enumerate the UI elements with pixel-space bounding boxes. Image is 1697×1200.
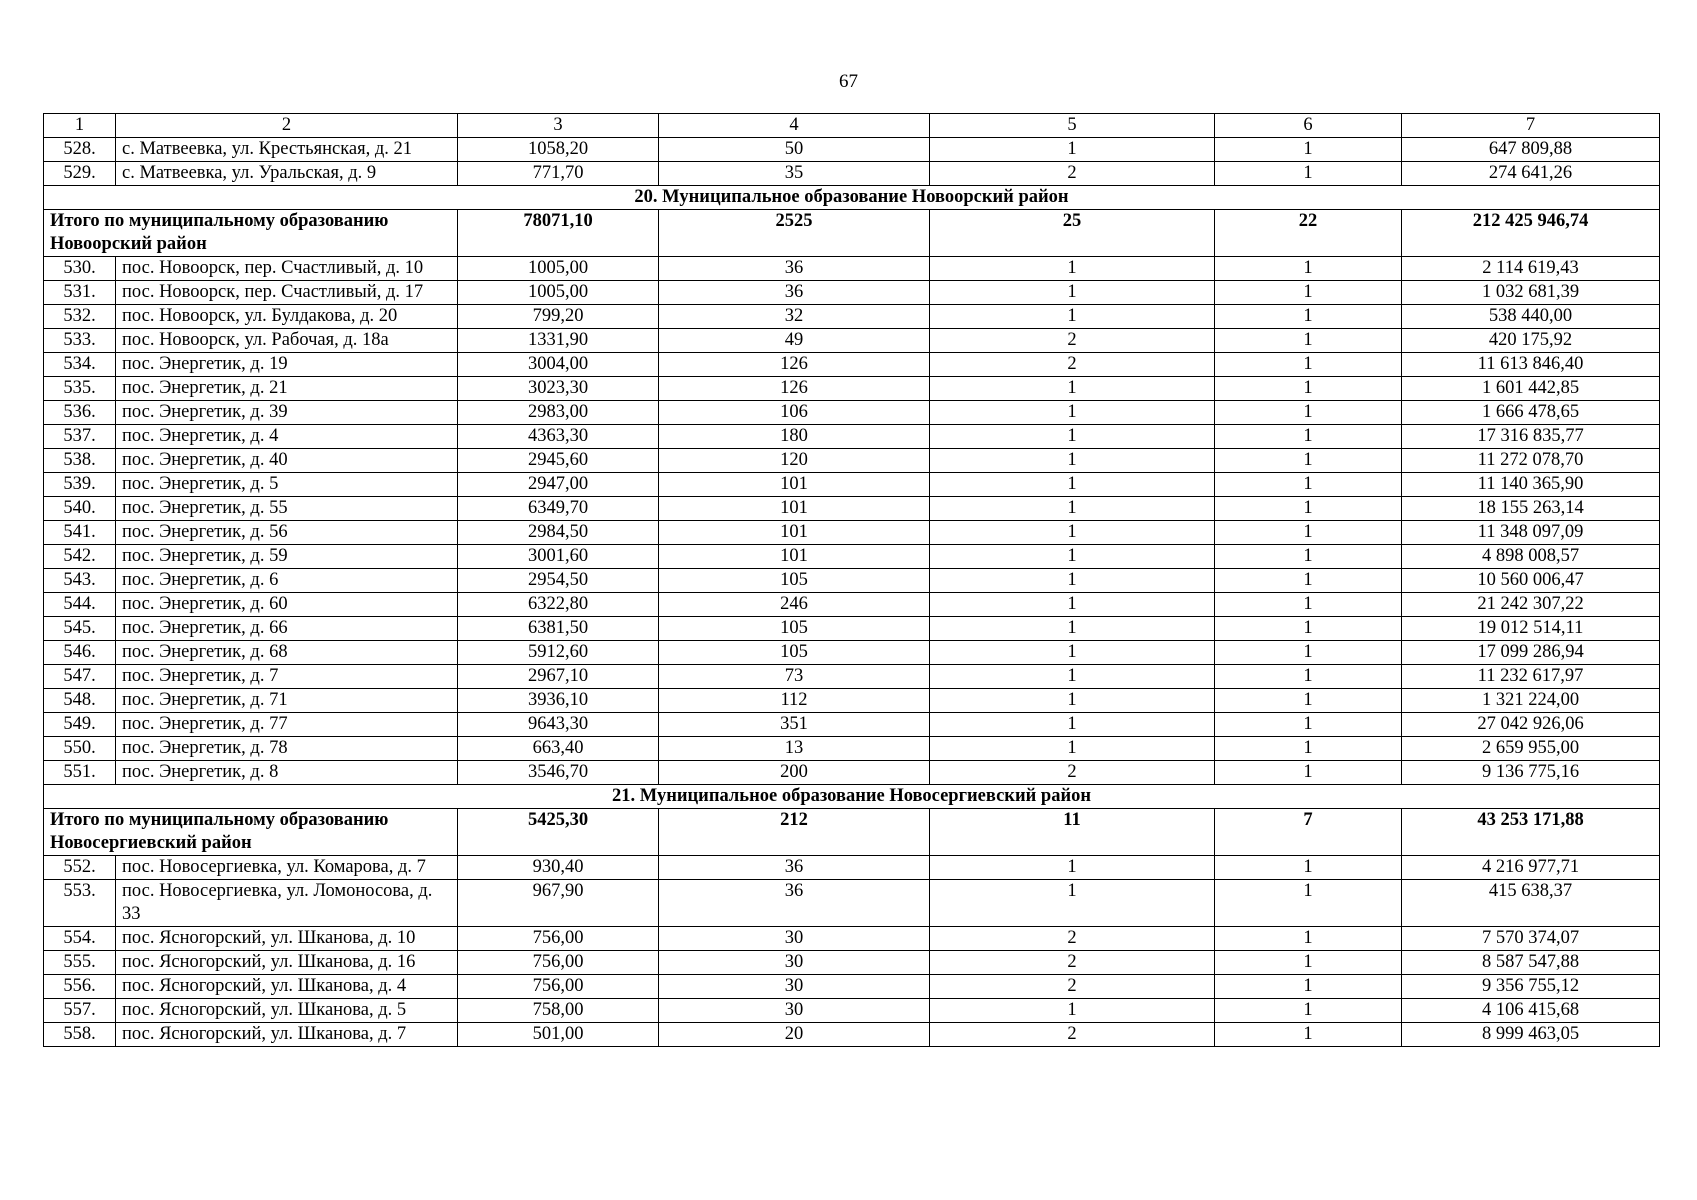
table-row xyxy=(44,927,1660,951)
address-cell: пос. Энергетик, д. 19 xyxy=(116,353,458,377)
table-row xyxy=(44,856,1660,880)
row-number: 529. xyxy=(44,162,116,186)
row-number: 542. xyxy=(44,545,116,569)
cost-cell: 11 613 846,40 xyxy=(1402,353,1660,377)
cost-cell: 8 587 547,88 xyxy=(1402,951,1660,975)
row-number: 555. xyxy=(44,951,116,975)
area-cell: 3936,10 xyxy=(458,689,659,713)
col6-cell: 1 xyxy=(1215,497,1402,521)
row-number: 551. xyxy=(44,761,116,785)
row-number: 547. xyxy=(44,665,116,689)
row-number: 537. xyxy=(44,425,116,449)
residents-cell: 351 xyxy=(659,713,930,737)
section-title: 21. Муниципальное образование Новосергиевский район xyxy=(44,785,1660,809)
col5-cell: 1 xyxy=(930,425,1215,449)
col6-cell: 1 xyxy=(1215,545,1402,569)
table-row xyxy=(44,569,1660,593)
residents-cell: 180 xyxy=(659,425,930,449)
address-cell: с. Матвеевка, ул. Уральская, д. 9 xyxy=(116,162,458,186)
col5-cell: 1 xyxy=(930,617,1215,641)
residents-cell: 73 xyxy=(659,665,930,689)
residents-cell: 105 xyxy=(659,617,930,641)
residents-cell: 30 xyxy=(659,975,930,999)
row-number: 530. xyxy=(44,257,116,281)
table-row xyxy=(44,665,1660,689)
area-cell: 663,40 xyxy=(458,737,659,761)
housing-table xyxy=(43,113,1660,1047)
col6-cell: 1 xyxy=(1215,689,1402,713)
area-cell: 6349,70 xyxy=(458,497,659,521)
address-cell: пос. Энергетик, д. 71 xyxy=(116,689,458,713)
header-cell: 2 xyxy=(116,114,458,138)
col6-cell: 1 xyxy=(1215,617,1402,641)
table-row xyxy=(44,425,1660,449)
header-cell: 3 xyxy=(458,114,659,138)
col5-cell: 1 xyxy=(930,689,1215,713)
row-number: 532. xyxy=(44,305,116,329)
area-cell: 9643,30 xyxy=(458,713,659,737)
table-row xyxy=(44,401,1660,425)
cost-cell: 1 321 224,00 xyxy=(1402,689,1660,713)
cost-cell: 1 666 478,65 xyxy=(1402,401,1660,425)
area-cell: 1331,90 xyxy=(458,329,659,353)
col6-cell: 1 xyxy=(1215,927,1402,951)
cost-cell: 11 232 617,97 xyxy=(1402,665,1660,689)
residents-cell: 120 xyxy=(659,449,930,473)
col5-cell: 1 xyxy=(930,377,1215,401)
cost-cell: 420 175,92 xyxy=(1402,329,1660,353)
cost-cell: 11 140 365,90 xyxy=(1402,473,1660,497)
address-cell: пос. Энергетик, д. 56 xyxy=(116,521,458,545)
residents-cell: 101 xyxy=(659,545,930,569)
address-cell: пос. Энергетик, д. 59 xyxy=(116,545,458,569)
residents-cell: 101 xyxy=(659,497,930,521)
row-number: 548. xyxy=(44,689,116,713)
total-row xyxy=(44,210,1660,257)
col5-cell: 2 xyxy=(930,951,1215,975)
table-row xyxy=(44,737,1660,761)
col5-cell: 2 xyxy=(930,975,1215,999)
total-col6: 7 xyxy=(1215,809,1402,856)
cost-cell: 17 316 835,77 xyxy=(1402,425,1660,449)
total-col6: 22 xyxy=(1215,210,1402,257)
residents-cell: 13 xyxy=(659,737,930,761)
address-cell: пос. Энергетик, д. 6 xyxy=(116,569,458,593)
area-cell: 756,00 xyxy=(458,975,659,999)
col5-cell: 1 xyxy=(930,521,1215,545)
area-cell: 5912,60 xyxy=(458,641,659,665)
area-cell: 2947,00 xyxy=(458,473,659,497)
total-label: Итого по муниципальному образованию Новосергиевский район xyxy=(44,809,458,856)
col6-cell: 1 xyxy=(1215,641,1402,665)
residents-cell: 20 xyxy=(659,1023,930,1047)
table-row xyxy=(44,593,1660,617)
cost-cell: 7 570 374,07 xyxy=(1402,927,1660,951)
col5-cell: 1 xyxy=(930,569,1215,593)
row-number: 535. xyxy=(44,377,116,401)
area-cell: 1005,00 xyxy=(458,281,659,305)
cost-cell: 9 136 775,16 xyxy=(1402,761,1660,785)
address-cell: пос. Энергетик, д. 55 xyxy=(116,497,458,521)
address-cell: пос. Новоорск, ул. Рабочая, д. 18а xyxy=(116,329,458,353)
total-area: 5425,30 xyxy=(458,809,659,856)
row-number: 557. xyxy=(44,999,116,1023)
area-cell: 4363,30 xyxy=(458,425,659,449)
table-row xyxy=(44,880,1660,927)
col5-cell: 1 xyxy=(930,449,1215,473)
cost-cell: 11 272 078,70 xyxy=(1402,449,1660,473)
cost-cell: 19 012 514,11 xyxy=(1402,617,1660,641)
page-number: 67 xyxy=(839,71,858,92)
row-number: 528. xyxy=(44,138,116,162)
address-cell: пос. Новоорск, ул. Булдакова, д. 20 xyxy=(116,305,458,329)
address-cell: пос. Энергетик, д. 40 xyxy=(116,449,458,473)
cost-cell: 2 659 955,00 xyxy=(1402,737,1660,761)
cost-cell: 9 356 755,12 xyxy=(1402,975,1660,999)
total-cost: 212 425 946,74 xyxy=(1402,210,1660,257)
cost-cell: 21 242 307,22 xyxy=(1402,593,1660,617)
col6-cell: 1 xyxy=(1215,305,1402,329)
col5-cell: 1 xyxy=(930,880,1215,927)
col5-cell: 1 xyxy=(930,593,1215,617)
cost-cell: 18 155 263,14 xyxy=(1402,497,1660,521)
total-residents: 2525 xyxy=(659,210,930,257)
residents-cell: 105 xyxy=(659,641,930,665)
table-row xyxy=(44,473,1660,497)
col5-cell: 2 xyxy=(930,761,1215,785)
area-cell: 2967,10 xyxy=(458,665,659,689)
total-col5: 11 xyxy=(930,809,1215,856)
area-cell: 1058,20 xyxy=(458,138,659,162)
address-cell: пос. Ясногорский, ул. Шканова, д. 10 xyxy=(116,927,458,951)
col5-cell: 2 xyxy=(930,353,1215,377)
area-cell: 501,00 xyxy=(458,1023,659,1047)
cost-cell: 274 641,26 xyxy=(1402,162,1660,186)
section-title: 20. Муниципальное образование Новоорский район xyxy=(44,186,1660,210)
col6-cell: 1 xyxy=(1215,329,1402,353)
residents-cell: 36 xyxy=(659,856,930,880)
residents-cell: 101 xyxy=(659,521,930,545)
area-cell: 2945,60 xyxy=(458,449,659,473)
residents-cell: 126 xyxy=(659,353,930,377)
row-number: 554. xyxy=(44,927,116,951)
col6-cell: 1 xyxy=(1215,713,1402,737)
residents-cell: 126 xyxy=(659,377,930,401)
address-cell: пос. Энергетик, д. 78 xyxy=(116,737,458,761)
table-row xyxy=(44,497,1660,521)
row-number: 533. xyxy=(44,329,116,353)
address-cell: с. Матвеевка, ул. Крестьянская, д. 21 xyxy=(116,138,458,162)
row-number: 556. xyxy=(44,975,116,999)
col5-cell: 1 xyxy=(930,257,1215,281)
address-cell: пос. Энергетик, д. 68 xyxy=(116,641,458,665)
col5-cell: 1 xyxy=(930,545,1215,569)
address-cell: пос. Энергетик, д. 4 xyxy=(116,425,458,449)
header-cell: 6 xyxy=(1215,114,1402,138)
row-number: 539. xyxy=(44,473,116,497)
col6-cell: 1 xyxy=(1215,1023,1402,1047)
area-cell: 3001,60 xyxy=(458,545,659,569)
col5-cell: 1 xyxy=(930,737,1215,761)
total-col5: 25 xyxy=(930,210,1215,257)
cost-cell: 415 638,37 xyxy=(1402,880,1660,927)
table-row xyxy=(44,162,1660,186)
cost-cell: 4 106 415,68 xyxy=(1402,999,1660,1023)
row-number: 553. xyxy=(44,880,116,927)
residents-cell: 30 xyxy=(659,927,930,951)
area-cell: 3546,70 xyxy=(458,761,659,785)
col6-cell: 1 xyxy=(1215,975,1402,999)
row-number: 538. xyxy=(44,449,116,473)
col6-cell: 1 xyxy=(1215,377,1402,401)
area-cell: 967,90 xyxy=(458,880,659,927)
row-number: 558. xyxy=(44,1023,116,1047)
col5-cell: 1 xyxy=(930,305,1215,329)
address-cell: пос. Ясногорский, ул. Шканова, д. 4 xyxy=(116,975,458,999)
total-residents: 212 xyxy=(659,809,930,856)
header-cell: 5 xyxy=(930,114,1215,138)
cost-cell: 4 216 977,71 xyxy=(1402,856,1660,880)
col6-cell: 1 xyxy=(1215,951,1402,975)
table-row xyxy=(44,999,1660,1023)
area-cell: 1005,00 xyxy=(458,257,659,281)
row-number: 552. xyxy=(44,856,116,880)
col5-cell: 1 xyxy=(930,497,1215,521)
col6-cell: 1 xyxy=(1215,737,1402,761)
address-cell: пос. Энергетик, д. 39 xyxy=(116,401,458,425)
total-row xyxy=(44,809,1660,856)
area-cell: 6322,80 xyxy=(458,593,659,617)
area-cell: 771,70 xyxy=(458,162,659,186)
table-body xyxy=(44,114,1660,1047)
residents-cell: 112 xyxy=(659,689,930,713)
area-cell: 3023,30 xyxy=(458,377,659,401)
header-cell: 7 xyxy=(1402,114,1660,138)
col5-cell: 2 xyxy=(930,162,1215,186)
area-cell: 2983,00 xyxy=(458,401,659,425)
total-area: 78071,10 xyxy=(458,210,659,257)
table-row xyxy=(44,1023,1660,1047)
col6-cell: 1 xyxy=(1215,473,1402,497)
col6-cell: 1 xyxy=(1215,425,1402,449)
table-row xyxy=(44,257,1660,281)
address-cell: пос. Энергетик, д. 5 xyxy=(116,473,458,497)
cost-cell: 4 898 008,57 xyxy=(1402,545,1660,569)
col6-cell: 1 xyxy=(1215,856,1402,880)
cost-cell: 1 601 442,85 xyxy=(1402,377,1660,401)
residents-cell: 32 xyxy=(659,305,930,329)
col6-cell: 1 xyxy=(1215,999,1402,1023)
section-heading-row xyxy=(44,785,1660,809)
table-row xyxy=(44,713,1660,737)
address-cell: пос. Энергетик, д. 8 xyxy=(116,761,458,785)
row-number: 544. xyxy=(44,593,116,617)
residents-cell: 30 xyxy=(659,999,930,1023)
col5-cell: 1 xyxy=(930,856,1215,880)
row-number: 540. xyxy=(44,497,116,521)
col6-cell: 1 xyxy=(1215,761,1402,785)
cost-cell: 10 560 006,47 xyxy=(1402,569,1660,593)
table-row xyxy=(44,521,1660,545)
residents-cell: 105 xyxy=(659,569,930,593)
area-cell: 6381,50 xyxy=(458,617,659,641)
area-cell: 758,00 xyxy=(458,999,659,1023)
col6-cell: 1 xyxy=(1215,665,1402,689)
header-row xyxy=(44,114,1660,138)
area-cell: 3004,00 xyxy=(458,353,659,377)
row-number: 545. xyxy=(44,617,116,641)
row-number: 531. xyxy=(44,281,116,305)
address-cell: пос. Новоорск, пер. Счастливый, д. 17 xyxy=(116,281,458,305)
residents-cell: 106 xyxy=(659,401,930,425)
address-cell: пос. Энергетик, д. 7 xyxy=(116,665,458,689)
residents-cell: 36 xyxy=(659,257,930,281)
col5-cell: 1 xyxy=(930,473,1215,497)
col6-cell: 1 xyxy=(1215,521,1402,545)
row-number: 550. xyxy=(44,737,116,761)
col6-cell: 1 xyxy=(1215,880,1402,927)
residents-cell: 36 xyxy=(659,880,930,927)
table-row xyxy=(44,305,1660,329)
col6-cell: 1 xyxy=(1215,138,1402,162)
row-number: 543. xyxy=(44,569,116,593)
cost-cell: 538 440,00 xyxy=(1402,305,1660,329)
area-cell: 756,00 xyxy=(458,927,659,951)
area-cell: 799,20 xyxy=(458,305,659,329)
col5-cell: 1 xyxy=(930,281,1215,305)
col5-cell: 2 xyxy=(930,1023,1215,1047)
residents-cell: 50 xyxy=(659,138,930,162)
table-row xyxy=(44,761,1660,785)
table-row xyxy=(44,641,1660,665)
col5-cell: 1 xyxy=(930,713,1215,737)
cost-cell: 27 042 926,06 xyxy=(1402,713,1660,737)
residents-cell: 101 xyxy=(659,473,930,497)
table-row xyxy=(44,138,1660,162)
area-cell: 2954,50 xyxy=(458,569,659,593)
col6-cell: 1 xyxy=(1215,569,1402,593)
residents-cell: 246 xyxy=(659,593,930,617)
table-row xyxy=(44,329,1660,353)
col5-cell: 1 xyxy=(930,665,1215,689)
address-cell: пос. Новосергиевка, ул. Комарова, д. 7 xyxy=(116,856,458,880)
col5-cell: 1 xyxy=(930,138,1215,162)
table-row xyxy=(44,617,1660,641)
cost-cell: 647 809,88 xyxy=(1402,138,1660,162)
address-cell: пос. Ясногорский, ул. Шканова, д. 5 xyxy=(116,999,458,1023)
col6-cell: 1 xyxy=(1215,257,1402,281)
residents-cell: 200 xyxy=(659,761,930,785)
table-row xyxy=(44,545,1660,569)
residents-cell: 36 xyxy=(659,281,930,305)
col6-cell: 1 xyxy=(1215,353,1402,377)
col5-cell: 1 xyxy=(930,401,1215,425)
col5-cell: 1 xyxy=(930,999,1215,1023)
address-cell: пос. Энергетик, д. 60 xyxy=(116,593,458,617)
address-cell: пос. Ясногорский, ул. Шканова, д. 7 xyxy=(116,1023,458,1047)
address-cell: пос. Новоорск, пер. Счастливый, д. 10 xyxy=(116,257,458,281)
address-cell: пос. Энергетик, д. 21 xyxy=(116,377,458,401)
residents-cell: 35 xyxy=(659,162,930,186)
section-heading-row xyxy=(44,186,1660,210)
col5-cell: 2 xyxy=(930,329,1215,353)
row-number: 549. xyxy=(44,713,116,737)
row-number: 536. xyxy=(44,401,116,425)
address-cell: пос. Энергетик, д. 66 xyxy=(116,617,458,641)
table-row xyxy=(44,951,1660,975)
col5-cell: 1 xyxy=(930,641,1215,665)
address-cell: пос. Энергетик, д. 77 xyxy=(116,713,458,737)
total-cost: 43 253 171,88 xyxy=(1402,809,1660,856)
cost-cell: 17 099 286,94 xyxy=(1402,641,1660,665)
table-row xyxy=(44,449,1660,473)
residents-cell: 49 xyxy=(659,329,930,353)
header-cell: 1 xyxy=(44,114,116,138)
row-number: 546. xyxy=(44,641,116,665)
row-number: 534. xyxy=(44,353,116,377)
header-cell: 4 xyxy=(659,114,930,138)
cost-cell: 1 032 681,39 xyxy=(1402,281,1660,305)
col6-cell: 1 xyxy=(1215,162,1402,186)
cost-cell: 2 114 619,43 xyxy=(1402,257,1660,281)
table-row xyxy=(44,353,1660,377)
area-cell: 2984,50 xyxy=(458,521,659,545)
row-number: 541. xyxy=(44,521,116,545)
col6-cell: 1 xyxy=(1215,593,1402,617)
area-cell: 930,40 xyxy=(458,856,659,880)
col6-cell: 1 xyxy=(1215,281,1402,305)
address-cell: пос. Ясногорский, ул. Шканова, д. 16 xyxy=(116,951,458,975)
area-cell: 756,00 xyxy=(458,951,659,975)
table-row xyxy=(44,975,1660,999)
cost-cell: 8 999 463,05 xyxy=(1402,1023,1660,1047)
residents-cell: 30 xyxy=(659,951,930,975)
col6-cell: 1 xyxy=(1215,401,1402,425)
total-label: Итого по муниципальному образованию Новоорский район xyxy=(44,210,458,257)
table-row xyxy=(44,377,1660,401)
address-cell: пос. Новосергиевка, ул. Ломоносова, д. 33 xyxy=(116,880,458,927)
table-row xyxy=(44,689,1660,713)
table-row xyxy=(44,281,1660,305)
cost-cell: 11 348 097,09 xyxy=(1402,521,1660,545)
col5-cell: 2 xyxy=(930,927,1215,951)
col6-cell: 1 xyxy=(1215,449,1402,473)
